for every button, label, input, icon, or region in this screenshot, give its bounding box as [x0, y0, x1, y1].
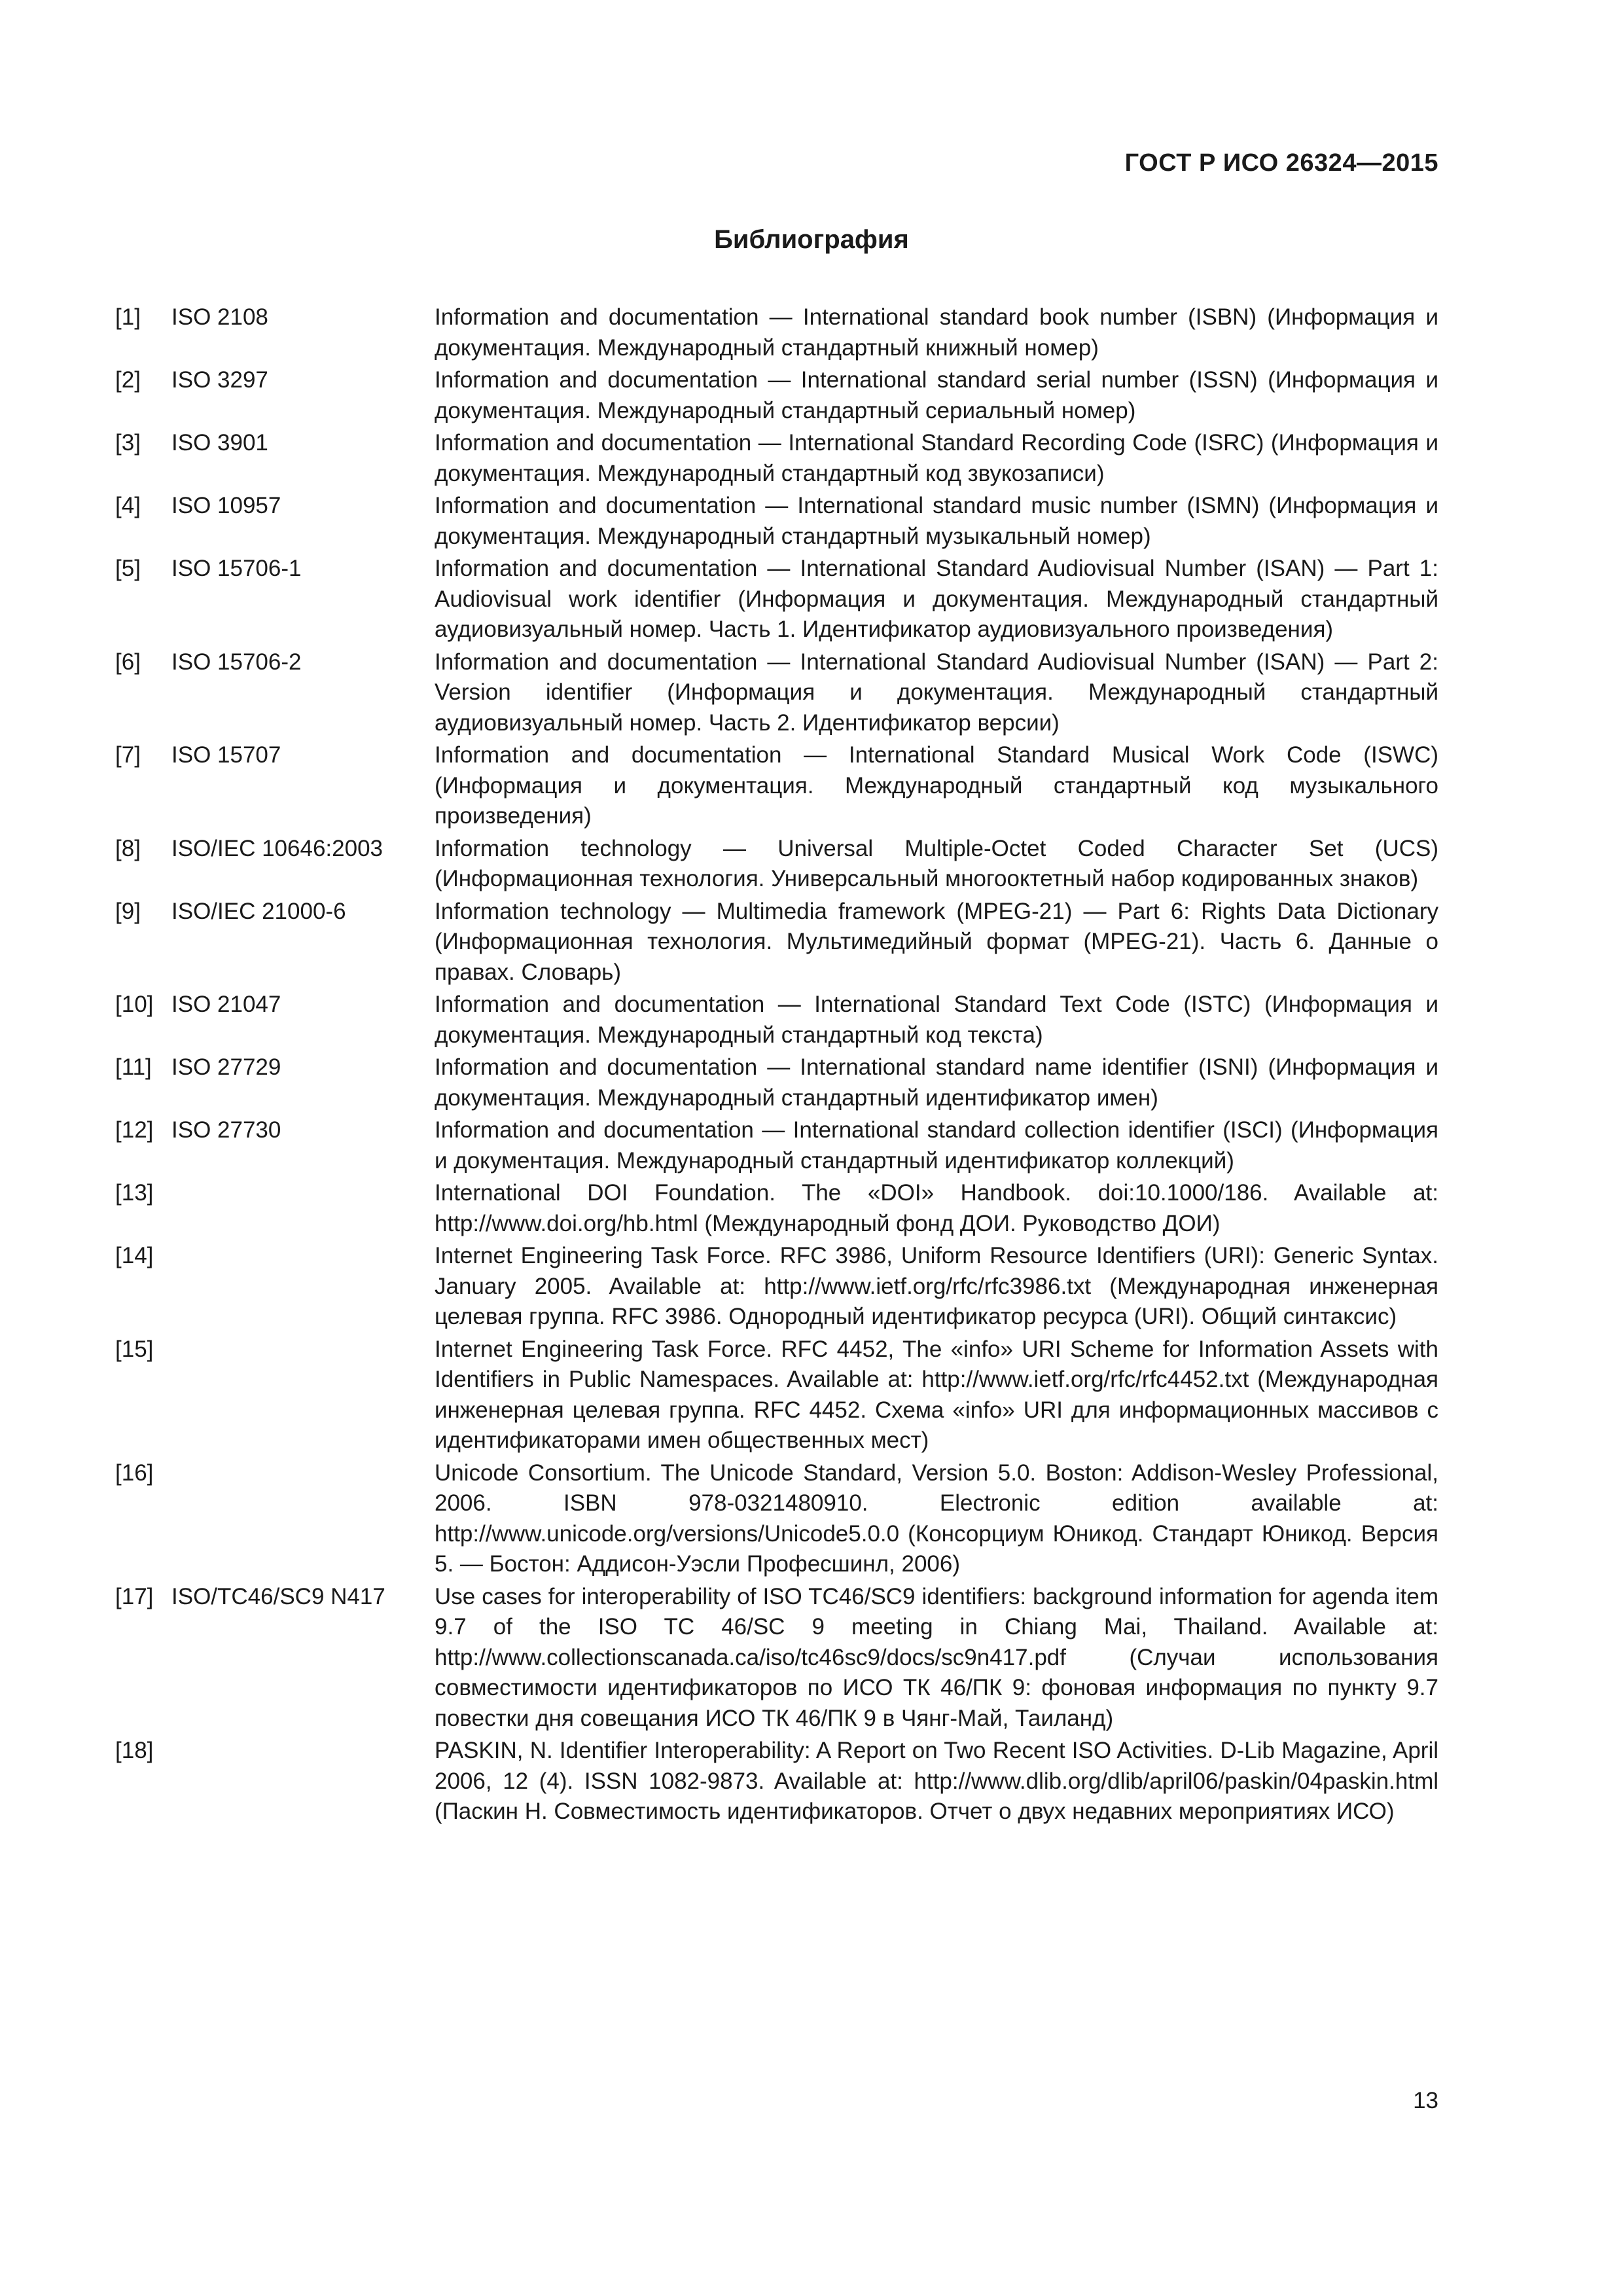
bibliography-entry: [115, 1178, 1438, 1239]
entry-number: [14]: [115, 1243, 154, 1268]
entry-description: Information and documentation — International standard name identifier (ISNI) (Информация и документация. Международный стандартный идентификатор имен): [435, 1054, 1438, 1111]
entry-standard-code: [171, 1458, 435, 1580]
entry-description: Information and documentation — International Standard Recording Code (ISRC) (Информация и документация. Международный стандартный код звукозаписи): [435, 430, 1438, 486]
entry-standard-code: [171, 1178, 435, 1239]
entry-standard-code: [171, 1736, 435, 1827]
bibliography-entry: [115, 1736, 1438, 1827]
entry-standard-code: ISO 3297: [171, 367, 268, 393]
page-title: Библиография: [714, 225, 909, 254]
entry-number: [15]: [115, 1336, 154, 1362]
bibliography-entry: [115, 1052, 1438, 1113]
entry-standard-code: ISO 27730: [171, 1117, 281, 1143]
bibliography-entry: [115, 990, 1438, 1050]
entry-standard-code: ISO 21047: [171, 992, 281, 1017]
entry-description: Use cases for interoperability of ISO TC46/SC9 identifiers: background information for agenda item 9.7 of the ISO TC 46/SC 9 meeting in Chiang Mai, Thailand. Available at: http://www.collectionscanada.ca/iso/tc46sc9/docs/sc9n417.pdf (Случаи использования совместимости идентификаторов по ИСО ТК 46/ПК 9: фоновая информация по пункту 9.7 повестки дня совещания ИСО ТК 46/ПК 9 в Чянг-Май, Таиланд): [435, 1583, 1438, 1731]
entry-number: [13]: [115, 1180, 154, 1206]
entry-standard-code: ISO 3901: [171, 430, 268, 456]
bibliography-entry: [115, 554, 1438, 645]
entry-number: [9]: [115, 898, 141, 924]
bibliography-entry: [115, 834, 1438, 895]
entry-standard-code: ISO 10957: [171, 493, 281, 518]
entry-number: [3]: [115, 430, 141, 456]
entry-description: Unicode Consortium. The Unicode Standard, Version 5.0. Boston: Addison-Wesley Professional, 2006. ISBN 978-0321480910. Electronic edition available at: http://www.unicode.org/versions/Unicode5.0.0 (Консорциум Юникод. Стандарт Юникод. Версия 5. — Бостон: Аддисон-Уэсли Професшинл, 2006): [435, 1460, 1438, 1577]
entry-standard-code: ISO 15707: [171, 742, 281, 768]
entry-description: Information and documentation — International standard collection identifier (ISCI) (Информация и документация. Международный стандартный идентификатор коллекций): [435, 1117, 1438, 1174]
bibliography-entry: [115, 740, 1438, 832]
entry-description: Information technology — Multimedia framework (MPEG-21) — Part 6: Rights Data Dictionary (Информационная технология. Мультимедийный формат (MPEG-21). Часть 6. Данные о правах. Словарь): [435, 898, 1438, 985]
entry-number: [8]: [115, 835, 141, 861]
bibliography-entry: [115, 428, 1438, 489]
entry-number: [10]: [115, 992, 154, 1017]
entry-standard-code: ISO/IEC 10646:2003: [171, 835, 383, 861]
entry-number: [11]: [115, 1054, 152, 1080]
entry-description: Internet Engineering Task Force. RFC 3986, Uniform Resource Identifiers (URI): Generic Syntax. January 2005. Available at: http://www.ietf.org/rfc/rfc3986.txt (Международная инженерная целевая группа. RFC 3986. Однородный идентификатор ресурса (URI). Общий синтаксис): [435, 1243, 1438, 1329]
bibliography-entry: [115, 647, 1438, 739]
document-code: ГОСТ Р ИСО 26324—2015: [1124, 149, 1438, 177]
bibliography-entry: [115, 1241, 1438, 1333]
entry-standard-code: ISO/IEC 21000-6: [171, 898, 346, 924]
entry-description: Information and documentation — International standard book number (ISBN) (Информация и документация. Международный стандартный книжный номер): [435, 304, 1438, 361]
entry-standard-code: [171, 1335, 435, 1456]
entry-description: International DOI Foundation. The «DOI» Handbook. doi:10.1000/186. Available at: http://www.doi.org/hb.html (Международный фонд ДОИ. Руководство ДОИ): [435, 1180, 1438, 1236]
bibliography-entry: [115, 491, 1438, 552]
bibliography-entry: [115, 365, 1438, 426]
bibliography-entry: [115, 1115, 1438, 1176]
entry-number: [2]: [115, 367, 141, 393]
entry-description: Information and documentation — International Standard Text Code (ISTC) (Информация и документация. Международный стандартный код текста): [435, 992, 1438, 1048]
bibliography-list: [115, 302, 1438, 1829]
entry-standard-code: ISO 15706-1: [171, 556, 302, 581]
entry-description: Information and documentation — International Standard Audiovisual Number (ISAN) — Part 2: Version identifier (Информация и документация. Международный стандартный аудиовизуальный номер. Часть 2. Идентификатор версии): [435, 649, 1438, 736]
entry-number: [6]: [115, 649, 141, 675]
bibliography-entry: [115, 897, 1438, 988]
bibliography-entry: [115, 1582, 1438, 1734]
entry-number: [17]: [115, 1583, 154, 1609]
entry-standard-code: ISO/TC46/SC9 N417: [171, 1583, 385, 1609]
entry-description: PASKIN, N. Identifier Interoperability: A Report on Two Recent ISO Activities. D-Lib Magazine, April 2006, 12 (4). ISSN 1082-9873. Available at: http://www.dlib.org/dlib/april06/paskin/04paskin.html (Паскин Н. Совместимость идентификаторов. Отчет о двух недавних мероприятиях ИСО): [435, 1738, 1438, 1824]
bibliography-entry: [115, 302, 1438, 363]
entry-description: Information technology — Universal Multiple-Octet Coded Character Set (UCS) (Информационная технология. Универсальный многооктетный набор кодированных знаков): [435, 835, 1438, 891]
entry-description: Information and documentation — International Standard Audiovisual Number (ISAN) — Part 1: Audiovisual work identifier (Информация и документация. Международный стандартный аудиовизуальный номер. Часть 1. Идентификатор аудиовизуального произведения): [435, 556, 1438, 642]
entry-number: [18]: [115, 1738, 154, 1763]
page-number: 13: [1413, 2088, 1438, 2113]
entry-standard-code: ISO 2108: [171, 304, 268, 330]
entry-description: Internet Engineering Task Force. RFC 4452, The «info» URI Scheme for Information Assets with Identifiers in Public Namespaces. Available at: http://www.ietf.org/rfc/rfc4452.txt (Международная инженерная целевая группа. RFC 4452. Схема «info» URI для информационных массивов с идентификаторами имен общественных мест): [435, 1336, 1438, 1453]
bibliography-entry: [115, 1458, 1438, 1580]
bibliography-entry: [115, 1335, 1438, 1456]
entry-standard-code: [171, 1241, 435, 1333]
entry-number: [7]: [115, 742, 141, 768]
entry-description: Information and documentation — International standard serial number (ISSN) (Информация и документация. Международный стандартный сериальный номер): [435, 367, 1438, 423]
entry-standard-code: ISO 27729: [171, 1054, 281, 1080]
entry-number: [5]: [115, 556, 141, 581]
entry-number: [12]: [115, 1117, 154, 1143]
entry-standard-code: ISO 15706-2: [171, 649, 302, 675]
entry-number: [4]: [115, 493, 141, 518]
entry-number: [1]: [115, 304, 141, 330]
entry-description: Information and documentation — International Standard Musical Work Code (ISWC) (Информация и документация. Международный стандартный код музыкального произведения): [435, 742, 1438, 829]
entry-number: [16]: [115, 1460, 154, 1486]
entry-description: Information and documentation — International standard music number (ISMN) (Информация и документация. Международный стандартный музыкальный номер): [435, 493, 1438, 549]
